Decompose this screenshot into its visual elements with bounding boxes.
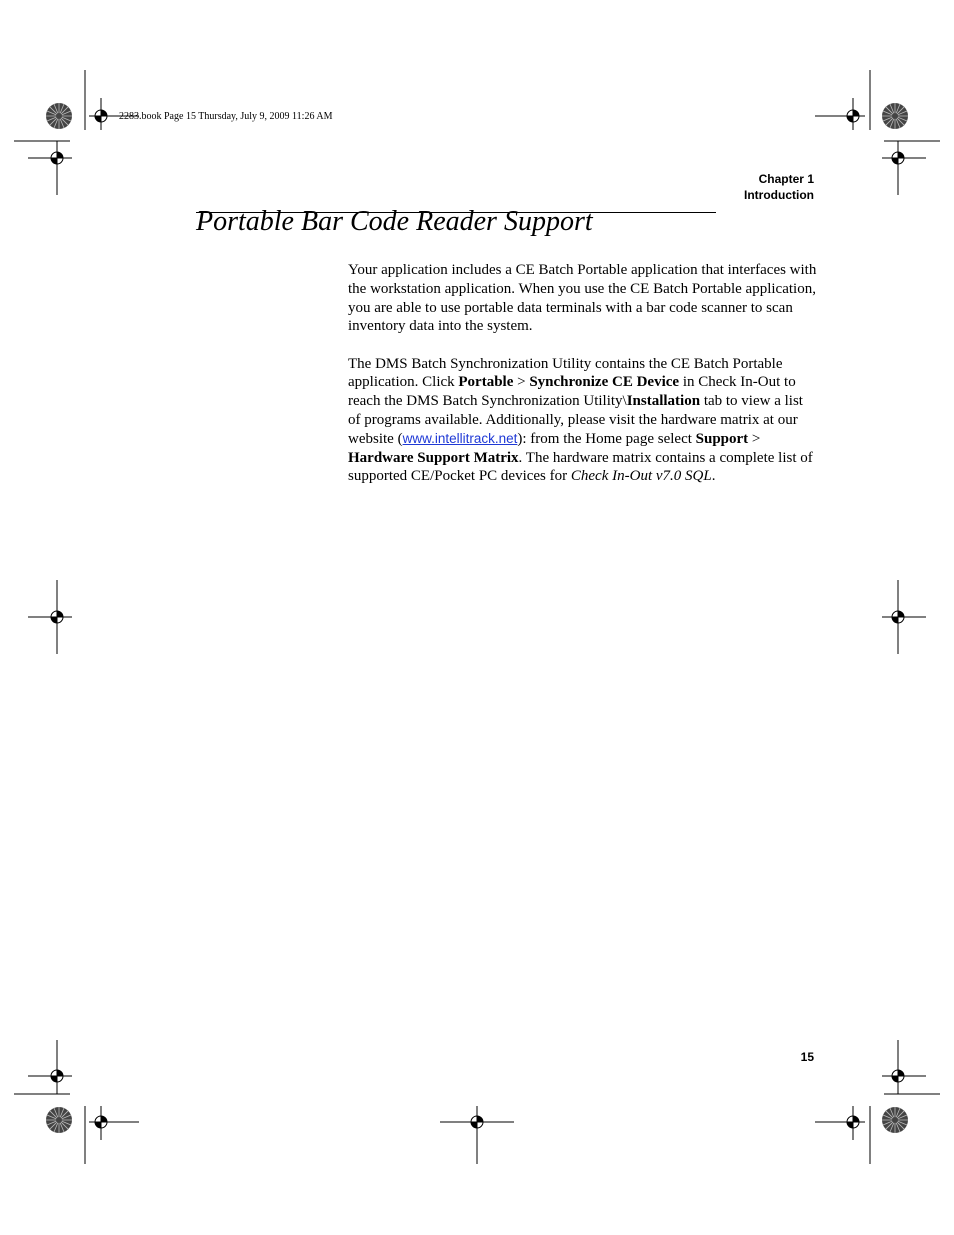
text-run: > bbox=[513, 374, 530, 391]
starburst-mark-top-left bbox=[46, 103, 72, 129]
crosshair-mark-mid-left bbox=[51, 611, 63, 623]
text-run: The DMS Batch Synchronization Utility contains the CE Batch Portable application. Click bbox=[348, 355, 783, 391]
menu-hardware-support-matrix: Hardware Support Matrix bbox=[348, 449, 519, 466]
crosshair-mark-bottom-left-1 bbox=[51, 1070, 63, 1082]
crosshair-mark-top-right-1 bbox=[847, 110, 859, 122]
text-run: ): from the Home page select bbox=[517, 430, 696, 447]
print-slug-line: 2283.book Page 15 Thursday, July 9, 2009 11:26 AM bbox=[119, 111, 333, 122]
starburst-mark-top-right bbox=[882, 103, 908, 129]
section-label: Introduction bbox=[744, 188, 814, 202]
text-run: tab to view a list of programs available. Additionally, please visit the hardware matrix at our website ( bbox=[348, 393, 803, 447]
paragraph-instructions bbox=[348, 355, 818, 487]
crosshair-mark-top-right-2 bbox=[892, 152, 904, 164]
starburst-mark-bottom-right bbox=[882, 1107, 908, 1133]
menu-support: Support bbox=[695, 430, 749, 447]
crosshair-mark-bottom-right-1 bbox=[892, 1070, 904, 1082]
starburst-mark-bottom-left bbox=[46, 1107, 72, 1133]
text-run: > bbox=[748, 430, 761, 447]
menu-portable: Portable bbox=[458, 374, 514, 391]
text-run: . The hardware matrix contains a complete list of supported CE/Pocket PC devices for bbox=[348, 449, 813, 485]
menu-synchronize-ce-device: Synchronize CE Device bbox=[529, 374, 680, 391]
running-header bbox=[744, 171, 814, 203]
text-run: . bbox=[711, 468, 716, 485]
section-heading: Portable Bar Code Reader Support bbox=[196, 206, 593, 237]
crosshair-mark-bottom-center bbox=[471, 1116, 483, 1128]
crosshair-mark-bottom-right-2 bbox=[847, 1116, 859, 1128]
website-link[interactable]: www.intellitrack.net bbox=[402, 430, 518, 446]
crosshair-mark-bottom-left-2 bbox=[95, 1116, 107, 1128]
body-text bbox=[348, 261, 818, 505]
paragraph-intro: Your application includes a CE Batch Portable application that interfaces with the workstation application. When you use the CE Batch Portable application, you are able to use portable data terminals with a bar code scanner to scan inventory data into the system. bbox=[348, 262, 817, 335]
crosshair-mark-top-left-1 bbox=[95, 110, 107, 122]
crosshair-mark-mid-right bbox=[892, 611, 904, 623]
page-number: 15 bbox=[800, 1050, 814, 1064]
chapter-label: Chapter 1 bbox=[758, 172, 814, 186]
tab-installation: Installation bbox=[626, 393, 701, 410]
text-run: in Check In-Out to reach the DMS Batch Synchronization Utility\ bbox=[348, 374, 796, 410]
crosshair-mark-top-left-2 bbox=[51, 152, 63, 164]
product-name: Check In-Out v7.0 SQL bbox=[570, 468, 712, 485]
